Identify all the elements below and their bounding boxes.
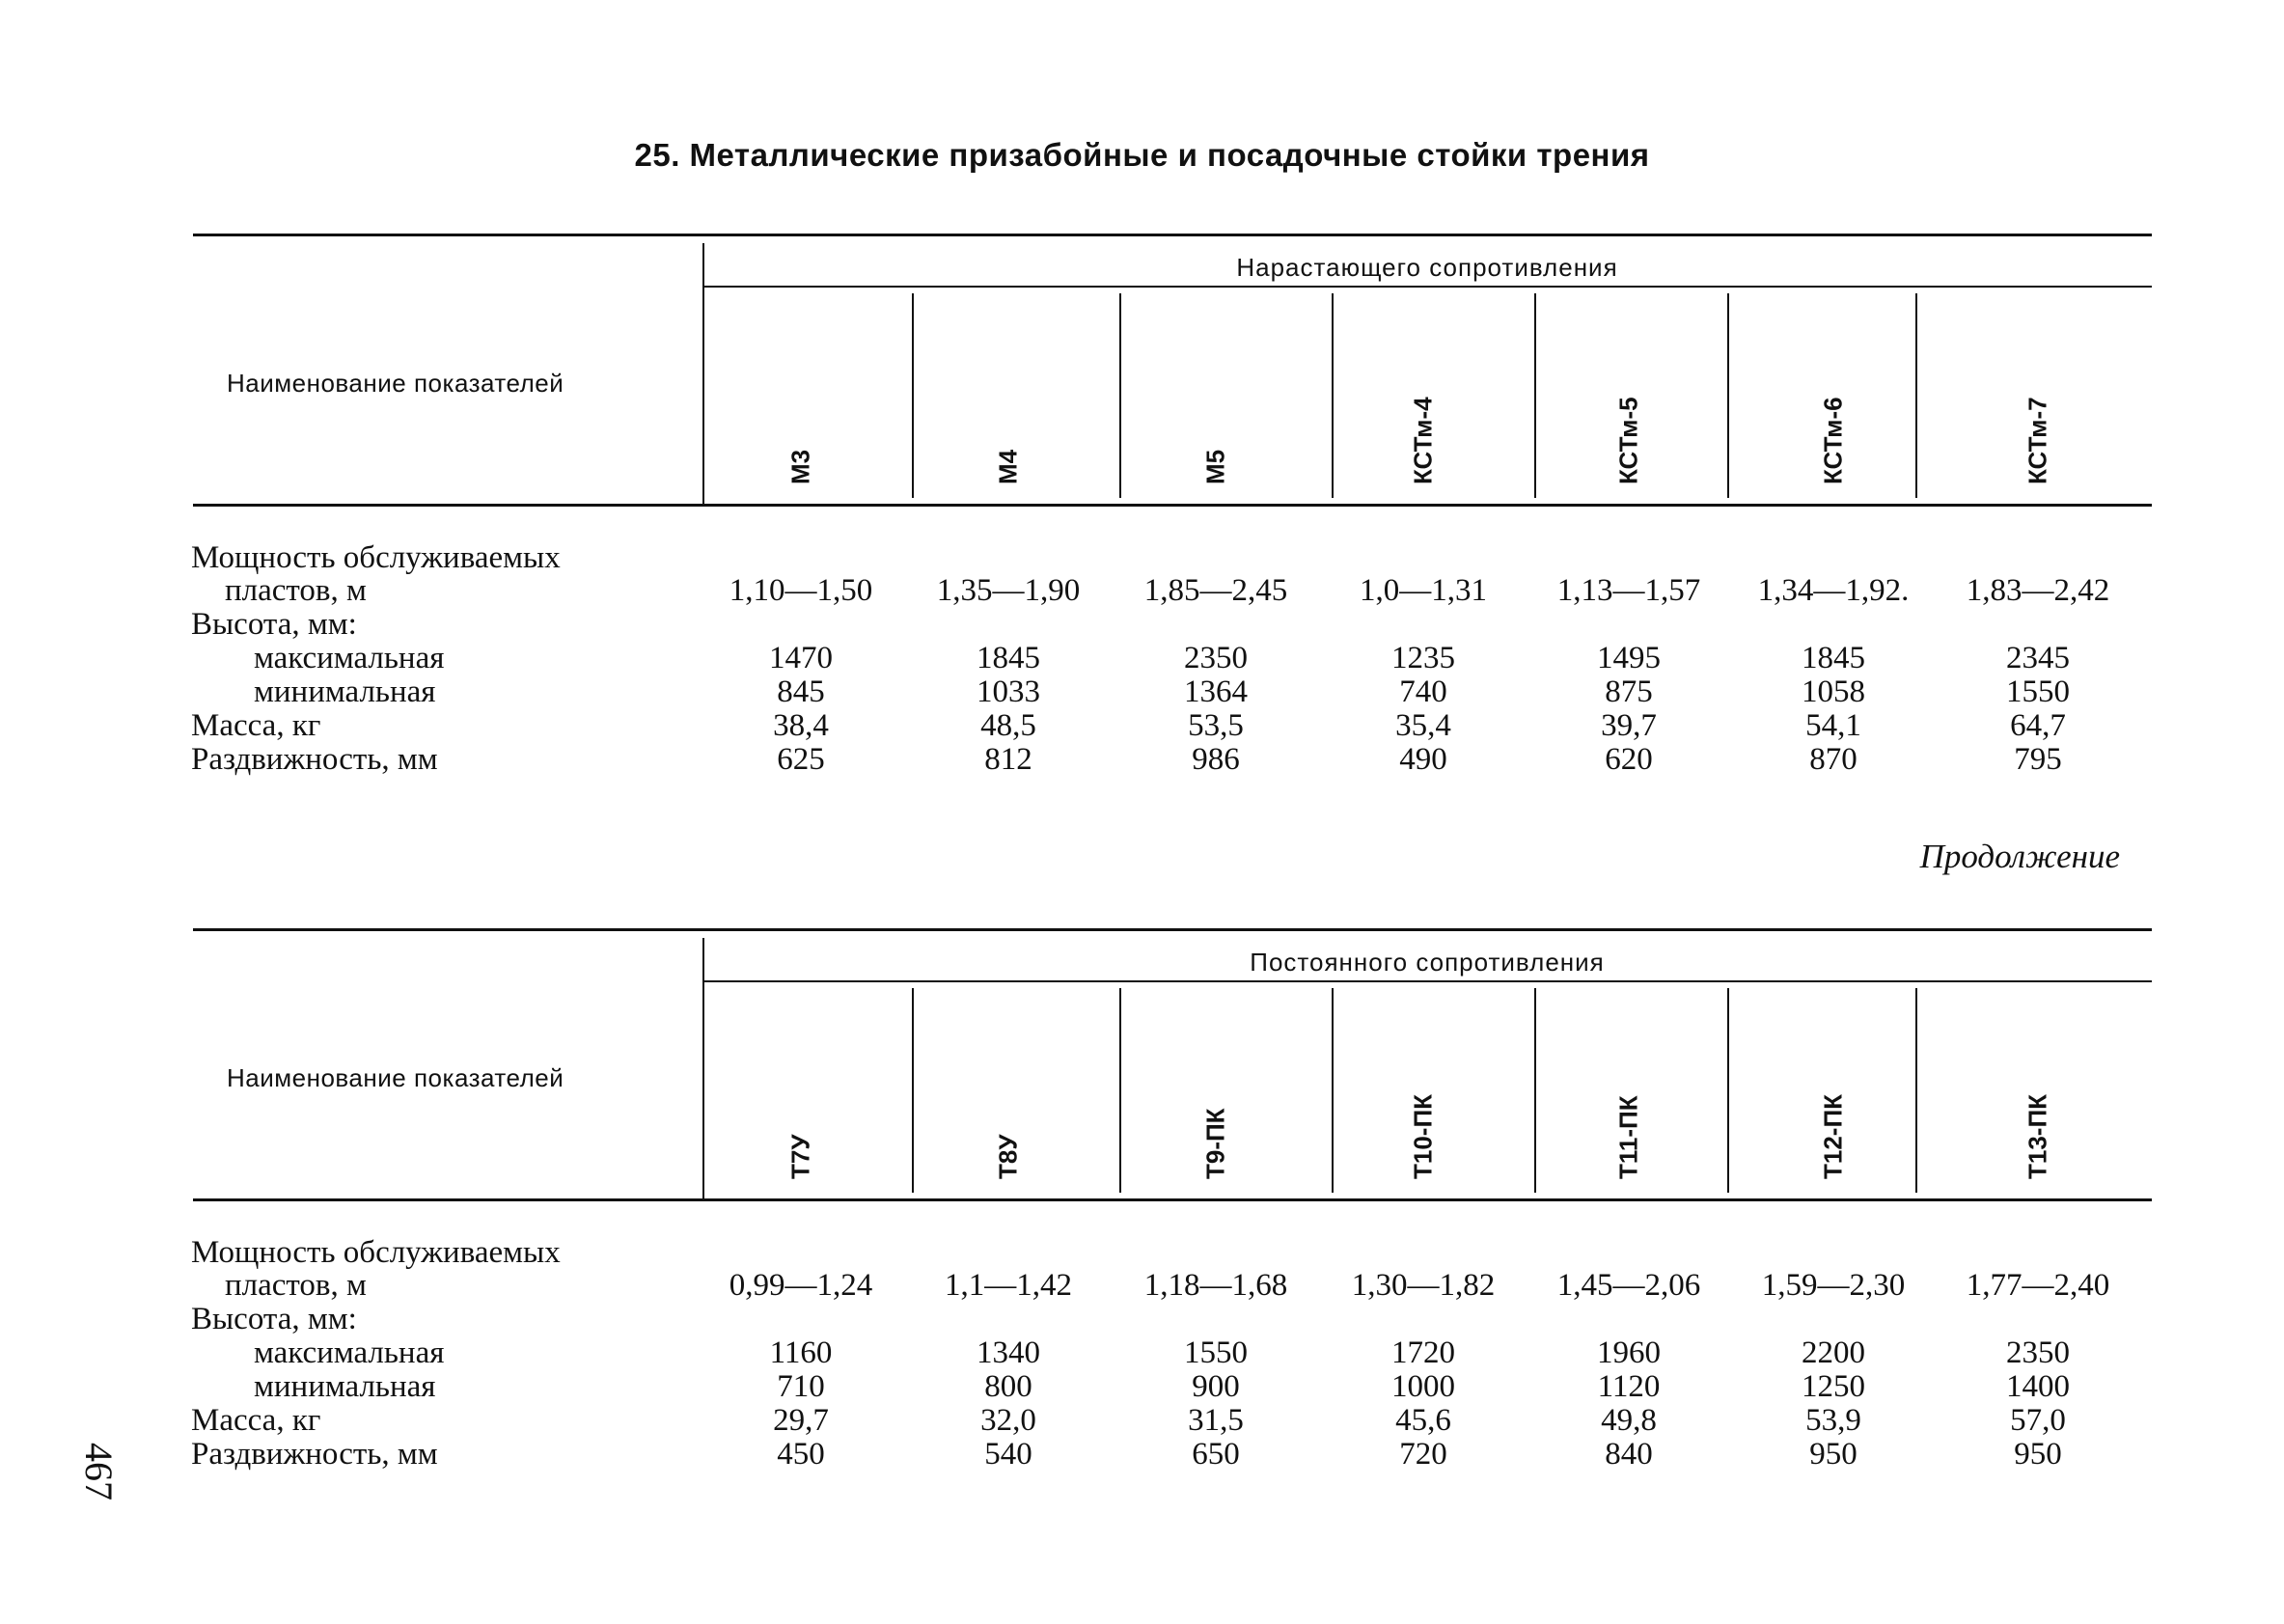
column-divider (1332, 293, 1334, 498)
table-cell: 1,18—1,68 (1143, 1268, 1288, 1303)
column-divider (1534, 293, 1536, 498)
table-cell: 1,30—1,82 (1351, 1268, 1496, 1303)
table-cell: 620 (1605, 742, 1653, 777)
column-header (1404, 301, 1443, 484)
column-header (782, 301, 820, 484)
page-title: 25. Металлические призабойные и посадочные стойки трения (634, 137, 1650, 173)
header-bottom-rule (193, 1198, 2152, 1201)
table-cell: 1550 (2006, 674, 2070, 709)
table-cell: 2350 (2006, 1335, 2070, 1370)
table-cell: 1364 (1184, 674, 1248, 709)
table-cell: 1000 (1391, 1369, 1455, 1404)
table-cell: 48,5 (980, 708, 1036, 743)
continuation-label: Продолжение (1919, 838, 2120, 875)
column-header (2019, 301, 2057, 484)
column-header-label: Т9-ПК (1200, 1108, 1230, 1179)
table-cell: 1340 (977, 1335, 1040, 1370)
column-header (2019, 996, 2057, 1179)
column-header (1814, 996, 1853, 1179)
column-header (782, 996, 820, 1179)
table-cell: 1235 (1391, 641, 1455, 675)
column-header (1404, 996, 1443, 1179)
table-cell: 840 (1605, 1437, 1653, 1472)
table-cell: 1720 (1391, 1335, 1455, 1370)
column-header (1197, 301, 1235, 484)
table-cell: 35,4 (1395, 708, 1451, 743)
column-header-label: КСТм-6 (1818, 397, 1848, 484)
table-cell: 1,35—1,90 (936, 573, 1081, 608)
table-cell: 1033 (977, 674, 1040, 709)
column-header-label: КСТм-7 (2023, 397, 2052, 484)
table-cell: 625 (777, 742, 825, 777)
column-header (1610, 301, 1648, 484)
column-header (1814, 301, 1853, 484)
table-top-rule (193, 234, 2152, 236)
table-cell: 1,83—2,42 (1966, 573, 2110, 608)
table-cell: 1250 (1802, 1369, 1865, 1404)
table-cell: 710 (777, 1369, 825, 1404)
column-divider (912, 293, 914, 498)
header-bottom-rule (193, 504, 2152, 507)
table-cell: 1,85—2,45 (1143, 573, 1288, 608)
table-cell: 875 (1605, 674, 1653, 709)
column-divider (1727, 988, 1729, 1193)
column-header-label: Т8У (993, 1134, 1023, 1179)
name-column-header: Наименование показателей (227, 369, 564, 398)
group-header-rule (702, 286, 2152, 288)
table-cell: 39,7 (1601, 708, 1657, 743)
table-cell: 54,1 (1805, 708, 1861, 743)
table-cell: 900 (1192, 1369, 1240, 1404)
column-divider (1534, 988, 1536, 1193)
table-cell: 1,59—2,30 (1761, 1268, 1906, 1303)
table-cell: 490 (1399, 742, 1447, 777)
table-cell: 49,8 (1601, 1403, 1657, 1438)
table-cell: 650 (1192, 1437, 1240, 1472)
row-label: Высота, мм: (191, 607, 357, 642)
column-divider (1119, 988, 1121, 1193)
table-cell: 64,7 (2010, 708, 2066, 743)
table-cell: 1,0—1,31 (1360, 573, 1487, 608)
table-cell: 812 (984, 742, 1032, 777)
group-header: Нарастающего сопротивления (1236, 253, 1618, 282)
table-cell: 1,10—1,50 (729, 573, 873, 608)
table-cell: 1845 (1802, 641, 1865, 675)
table-cell: 1470 (769, 641, 833, 675)
column-header-label: Т7У (785, 1134, 815, 1179)
table-cell: 38,4 (773, 708, 829, 743)
row-label: Масса, кг (191, 708, 321, 743)
table-cell: 2345 (2006, 641, 2070, 675)
column-header-label: КСТм-5 (1613, 397, 1643, 484)
table-cell: 950 (2014, 1437, 2062, 1472)
column-header-label: М5 (1200, 449, 1230, 484)
row-label: минимальная (254, 1369, 436, 1404)
table-cell: 950 (1809, 1437, 1857, 1472)
table-cell: 800 (984, 1369, 1032, 1404)
column-divider (1915, 293, 1917, 498)
table-cell: 870 (1809, 742, 1857, 777)
table-cell: 0,99—1,24 (729, 1268, 873, 1303)
column-header-label: М4 (993, 449, 1023, 484)
table-cell: 31,5 (1188, 1403, 1244, 1438)
column-header-label: КСТм-4 (1408, 397, 1438, 484)
table-cell: 1,77—2,40 (1966, 1268, 2110, 1303)
column-divider (1332, 988, 1334, 1193)
table-cell: 1,45—2,06 (1556, 1268, 1701, 1303)
table-top-rule (193, 928, 2152, 931)
table-cell: 53,9 (1805, 1403, 1861, 1438)
page-number: 467 (77, 1443, 121, 1500)
table-cell: 1960 (1597, 1335, 1661, 1370)
row-label: Мощность обслуживаемых (191, 540, 561, 575)
table-cell: 1,1—1,42 (945, 1268, 1072, 1303)
row-label: Масса, кг (191, 1403, 321, 1438)
table-cell: 845 (777, 674, 825, 709)
table-cell: 1,34—1,92. (1757, 573, 1910, 608)
column-header (989, 301, 1028, 484)
column-divider (912, 988, 914, 1193)
table-cell: 720 (1399, 1437, 1447, 1472)
column-divider (1119, 293, 1121, 498)
table-cell: 1400 (2006, 1369, 2070, 1404)
table-cell: 1550 (1184, 1335, 1248, 1370)
table-cell: 53,5 (1188, 708, 1244, 743)
column-header (1197, 996, 1235, 1179)
table-cell: 1,13—1,57 (1556, 573, 1701, 608)
column-header (1610, 996, 1648, 1179)
group-header-rule (702, 980, 2152, 982)
table-cell: 540 (984, 1437, 1032, 1472)
table-cell: 1058 (1802, 674, 1865, 709)
column-header-label: Т13-ПК (2023, 1093, 2052, 1179)
row-label: пластов, м (225, 573, 367, 608)
table-cell: 795 (2014, 742, 2062, 777)
table-cell: 986 (1192, 742, 1240, 777)
column-header (989, 996, 1028, 1179)
table-cell: 1160 (769, 1335, 833, 1370)
row-label: минимальная (254, 674, 436, 709)
column-divider (1727, 293, 1729, 498)
column-header-label: Т11-ПК (1613, 1095, 1643, 1179)
column-header-label: М3 (785, 449, 815, 484)
table-cell: 1495 (1597, 641, 1661, 675)
name-column-header: Наименование показателей (227, 1063, 564, 1092)
table-cell: 29,7 (773, 1403, 829, 1438)
row-label: максимальная (254, 1335, 445, 1370)
row-label: пластов, м (225, 1268, 367, 1303)
table-cell: 2350 (1184, 641, 1248, 675)
column-divider (1915, 988, 1917, 1193)
row-label: Высота, мм: (191, 1302, 357, 1336)
row-label: Раздвижность, мм (191, 1437, 438, 1472)
table-cell: 1120 (1597, 1369, 1661, 1404)
table-cell: 57,0 (2010, 1403, 2066, 1438)
table-cell: 45,6 (1395, 1403, 1451, 1438)
row-label: максимальная (254, 641, 445, 675)
column-header-label: Т12-ПК (1818, 1093, 1848, 1179)
row-label: Мощность обслуживаемых (191, 1235, 561, 1270)
table-cell: 1845 (977, 641, 1040, 675)
table-cell: 2200 (1802, 1335, 1865, 1370)
table-cell: 740 (1399, 674, 1447, 709)
row-label: Раздвижность, мм (191, 742, 438, 777)
table-cell: 450 (777, 1437, 825, 1472)
column-header-label: Т10-ПК (1408, 1093, 1438, 1179)
group-header: Постоянного сопротивления (1250, 948, 1605, 977)
table-cell: 32,0 (980, 1403, 1036, 1438)
